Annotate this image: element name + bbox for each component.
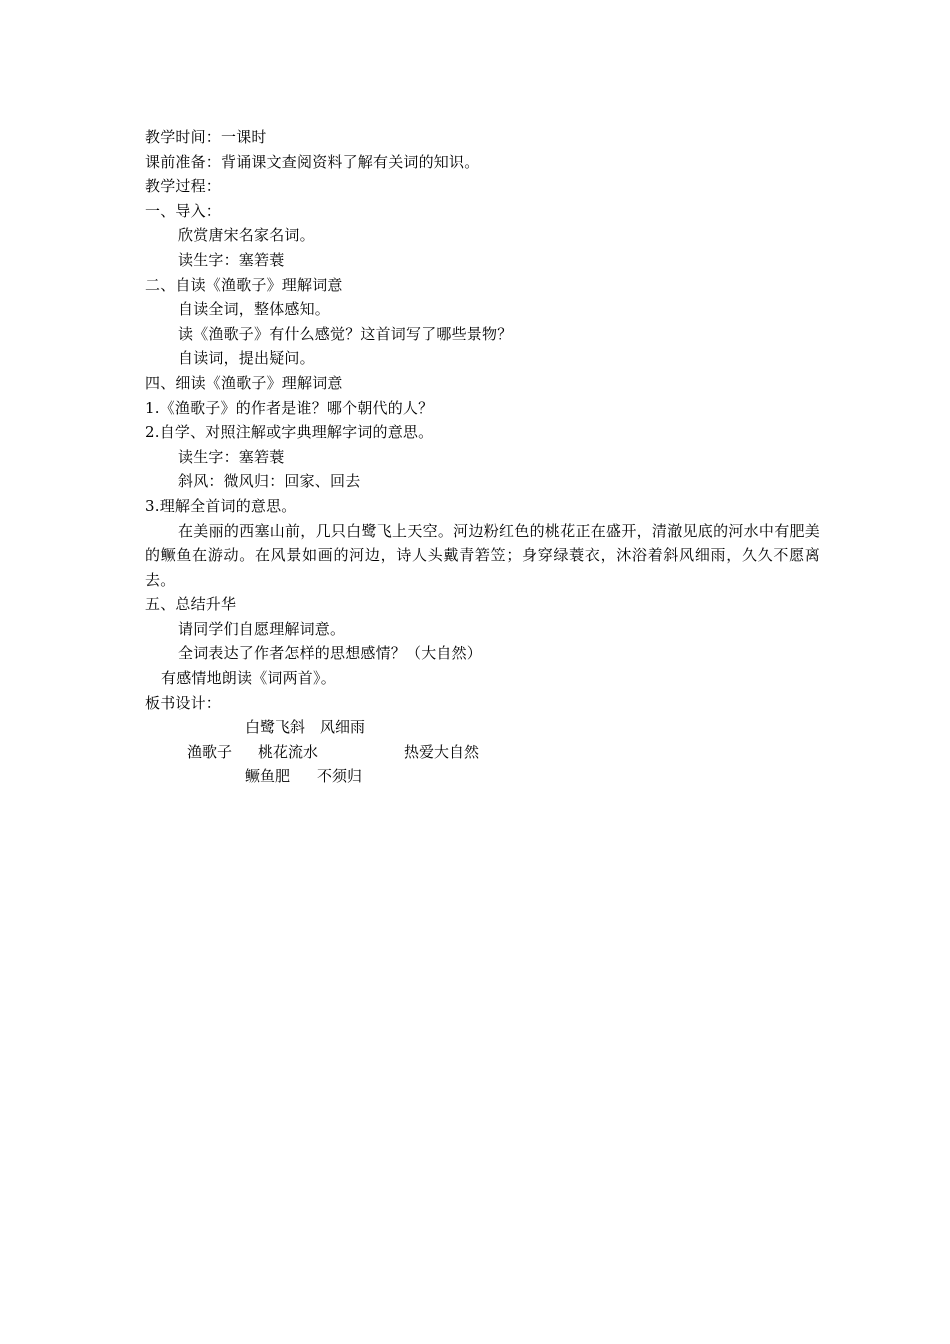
board-design-heading: 板书设计： <box>145 693 222 712</box>
section-4-translation-paragraph: 在美丽的西塞山前，几只白鹭飞上天空。河边粉红色的桃花正在盛开，清澈见底的河水中有肥美的鳜鱼在游动。在风景如画的河边，诗人头戴青箬笠；身穿绿蓑衣，沐浴着斜风细雨，久久不愿离去。 <box>145 521 820 589</box>
section-4-title: 四、细读《渔歌子》理解词意 <box>145 373 343 392</box>
pre-class-preparation: 课前准备：背诵课文查阅资料了解有关词的知识。 <box>145 152 480 171</box>
board-bottom-left: 鳜鱼肥 <box>245 767 291 786</box>
section-2-item-questions: 自读词，提出疑问。 <box>178 349 315 368</box>
board-top-right: 风细雨 <box>320 718 366 737</box>
teaching-time: 教学时间：一课时 <box>145 128 267 146</box>
document-body <box>145 125 825 789</box>
teaching-process-heading: 教学过程： <box>145 177 222 196</box>
section-4-question-1: 1.《渔歌子》的作者是谁？哪个朝代的人？ <box>145 398 434 417</box>
board-theme: 热爱大自然 <box>404 742 480 761</box>
section-5-item-read-aloud: 有感情地朗读《词两首》。 <box>161 669 336 688</box>
section-4-question-3: 3.理解全首词的意思。 <box>145 496 297 515</box>
section-1-title: 一、导入： <box>145 201 222 220</box>
section-5-title: 五、总结升华 <box>145 595 237 614</box>
board-design <box>145 715 825 789</box>
section-1-item-appreciate: 欣赏唐宋名家名词。 <box>178 226 315 245</box>
section-4-question-2: 2.自学、对照注解或字典理解字词的意思。 <box>145 423 434 442</box>
section-4-new-characters: 读生字：塞箬蓑 <box>178 447 285 466</box>
section-2-title: 二、自读《渔歌子》理解词意 <box>145 275 343 294</box>
section-2-item-read-whole: 自读全词，整体感知。 <box>178 300 331 319</box>
section-1-item-new-characters: 读生字：塞箬蓑 <box>178 250 285 269</box>
section-5-item-understand: 请同学们自愿理解词意。 <box>178 619 346 638</box>
section-5-item-feelings: 全词表达了作者怎样的思想感情？（大自然） <box>178 644 483 663</box>
board-title: 渔歌子 <box>187 742 233 761</box>
section-2-item-feeling: 读《渔歌子》有什么感觉？这首词写了哪些景物？ <box>178 324 513 343</box>
board-bottom-right: 不须归 <box>317 767 363 786</box>
board-top-left: 白鹭飞斜 <box>245 718 306 737</box>
section-4-word-meanings: 斜风：微风归：回家、回去 <box>178 472 361 491</box>
board-mid-center: 桃花流水 <box>258 742 319 761</box>
